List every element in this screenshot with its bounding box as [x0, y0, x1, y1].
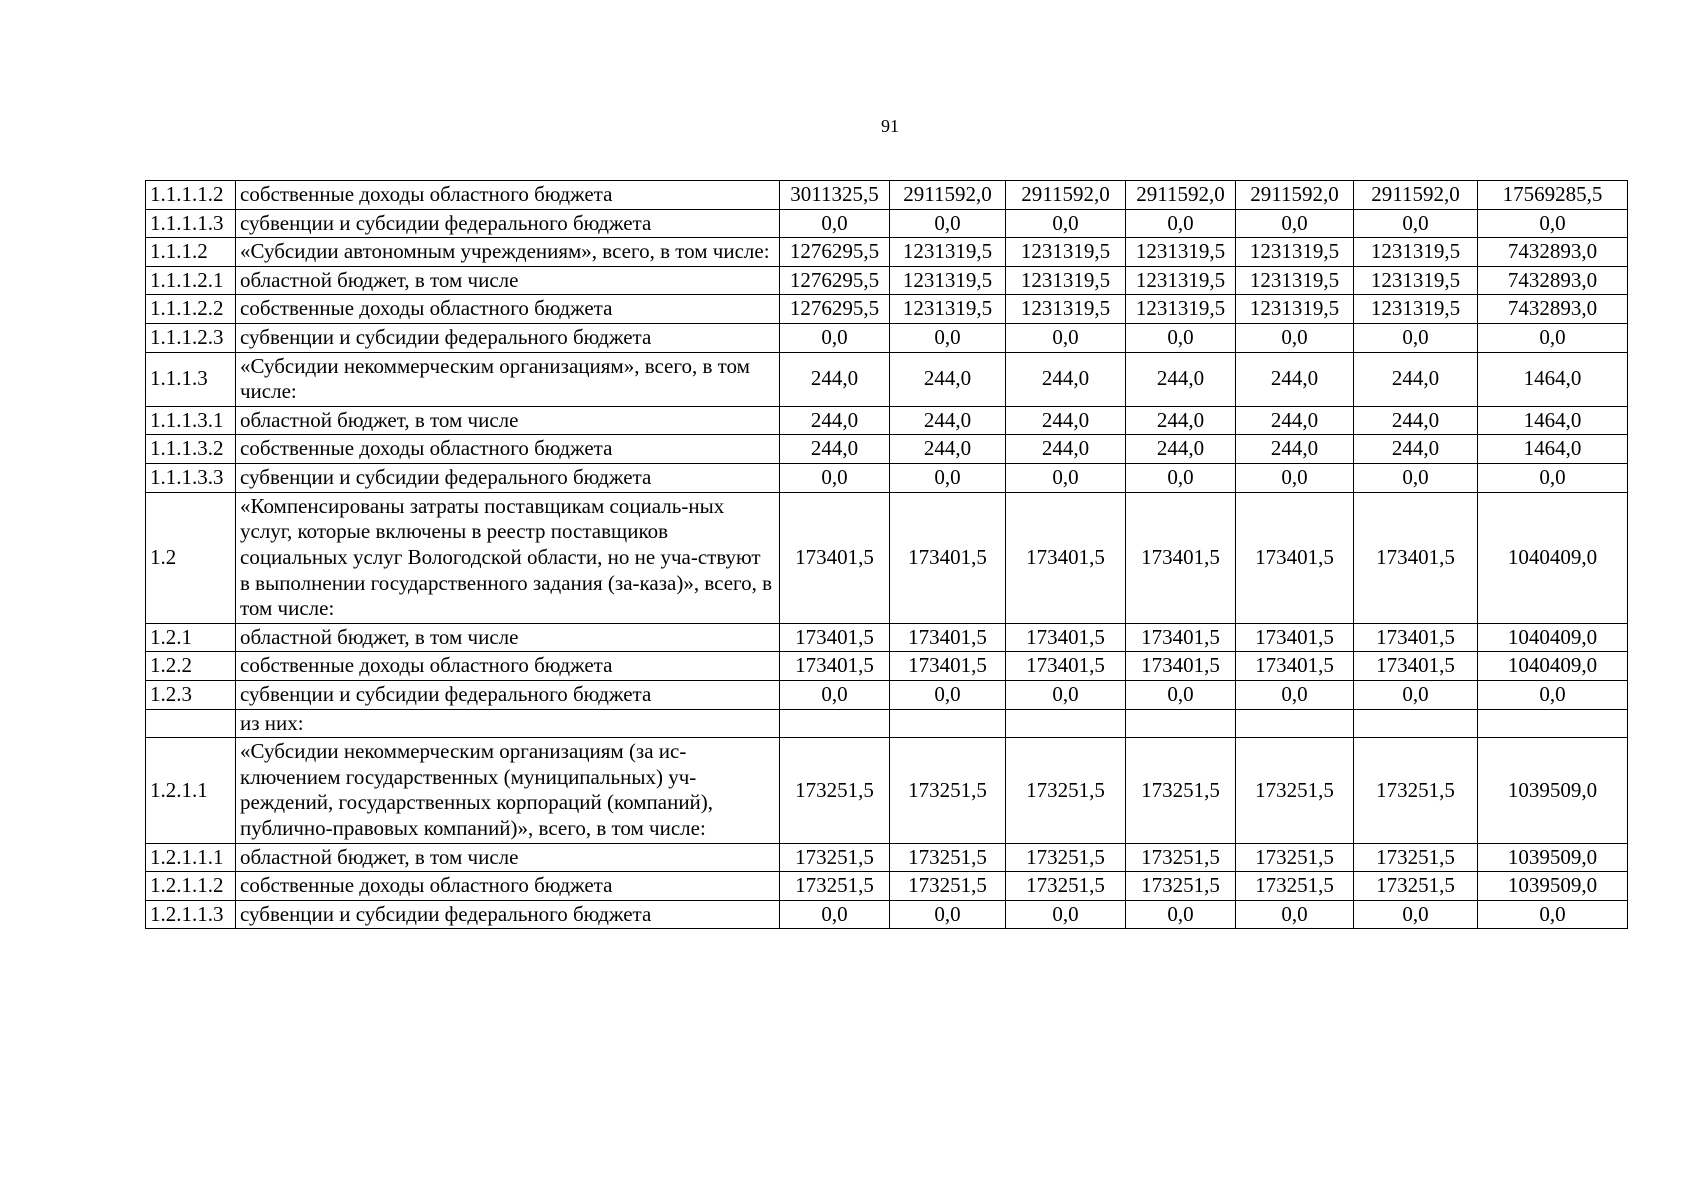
row-year-value: 173401,5 — [1354, 652, 1478, 681]
row-description: областной бюджет, в том числе — [236, 406, 780, 435]
row-year-value: 173251,5 — [1236, 872, 1354, 901]
row-year-value: 0,0 — [780, 680, 890, 709]
table-row — [146, 492, 1628, 623]
row-year-value: 0,0 — [1354, 324, 1478, 353]
row-year-value: 1231319,5 — [890, 238, 1006, 267]
row-total-value: 7432893,0 — [1478, 238, 1628, 267]
row-year-value: 244,0 — [1236, 352, 1354, 406]
row-description: областной бюджет, в том числе — [236, 843, 780, 872]
row-year-value: 244,0 — [890, 406, 1006, 435]
row-year-value — [890, 709, 1006, 738]
row-year-value: 2911592,0 — [1006, 181, 1126, 210]
row-total-value: 7432893,0 — [1478, 295, 1628, 324]
row-year-value: 173251,5 — [1006, 738, 1126, 843]
row-year-value: 244,0 — [1354, 406, 1478, 435]
row-year-value: 0,0 — [1354, 900, 1478, 929]
row-year-value: 0,0 — [890, 680, 1006, 709]
row-description: «Субсидии автономным учреждениям», всего, в том числе: — [236, 238, 780, 267]
row-year-value: 173401,5 — [1354, 623, 1478, 652]
row-year-value: 0,0 — [1126, 680, 1236, 709]
row-year-value: 0,0 — [1006, 680, 1126, 709]
row-year-value: 244,0 — [1126, 435, 1236, 464]
row-code: 1.1.1.3.3 — [146, 464, 236, 493]
row-total-value: 17569285,5 — [1478, 181, 1628, 210]
table-row — [146, 209, 1628, 238]
table-row — [146, 238, 1628, 267]
row-year-value: 1231319,5 — [1126, 266, 1236, 295]
row-year-value: 0,0 — [890, 209, 1006, 238]
row-code: 1.1.1.3 — [146, 352, 236, 406]
row-year-value — [1126, 709, 1236, 738]
row-year-value: 0,0 — [1126, 900, 1236, 929]
row-year-value: 1231319,5 — [1006, 266, 1126, 295]
row-year-value: 244,0 — [780, 352, 890, 406]
row-description: собственные доходы областного бюджета — [236, 652, 780, 681]
row-year-value: 0,0 — [1236, 209, 1354, 238]
row-total-value: 7432893,0 — [1478, 266, 1628, 295]
row-year-value: 1276295,5 — [780, 266, 890, 295]
row-total-value: 1464,0 — [1478, 435, 1628, 464]
row-year-value: 244,0 — [1006, 435, 1126, 464]
row-year-value: 173401,5 — [1236, 623, 1354, 652]
row-year-value: 244,0 — [890, 352, 1006, 406]
row-year-value: 173401,5 — [1236, 492, 1354, 623]
row-year-value: 244,0 — [1006, 352, 1126, 406]
table-row — [146, 435, 1628, 464]
table-row — [146, 464, 1628, 493]
row-year-value: 173251,5 — [1006, 843, 1126, 872]
row-description: областной бюджет, в том числе — [236, 623, 780, 652]
row-year-value: 1276295,5 — [780, 295, 890, 324]
row-total-value: 1464,0 — [1478, 406, 1628, 435]
row-year-value: 0,0 — [1006, 900, 1126, 929]
row-year-value: 173251,5 — [1354, 738, 1478, 843]
row-year-value: 1231319,5 — [890, 266, 1006, 295]
row-year-value: 173401,5 — [1236, 652, 1354, 681]
row-code: 1.1.1.1.2 — [146, 181, 236, 210]
row-year-value: 244,0 — [1236, 435, 1354, 464]
row-year-value: 2911592,0 — [1236, 181, 1354, 210]
row-year-value: 244,0 — [1006, 406, 1126, 435]
table-row — [146, 324, 1628, 353]
row-year-value: 0,0 — [1006, 464, 1126, 493]
row-year-value: 244,0 — [780, 406, 890, 435]
row-year-value: 1231319,5 — [1126, 238, 1236, 267]
row-total-value: 1040409,0 — [1478, 492, 1628, 623]
row-year-value: 173401,5 — [1126, 652, 1236, 681]
row-year-value: 173251,5 — [890, 738, 1006, 843]
row-description: «Субсидии некоммерческим организациям», всего, в том числе: — [236, 352, 780, 406]
table-row — [146, 295, 1628, 324]
row-total-value: 1464,0 — [1478, 352, 1628, 406]
row-year-value: 0,0 — [1354, 464, 1478, 493]
table-row — [146, 709, 1628, 738]
table-row — [146, 623, 1628, 652]
row-year-value: 0,0 — [1236, 900, 1354, 929]
row-year-value: 173251,5 — [780, 738, 890, 843]
row-year-value: 173401,5 — [1126, 492, 1236, 623]
row-year-value: 1231319,5 — [1236, 238, 1354, 267]
row-year-value: 0,0 — [1236, 324, 1354, 353]
row-year-value: 173251,5 — [1126, 843, 1236, 872]
row-year-value: 1231319,5 — [1006, 295, 1126, 324]
row-description: «Субсидии некоммерческим организациям (за ис-ключением государственных (муниципальных) уч-реждений, государственных корпораций (компаний), публично-правовых компаний)», всего, в том числе: — [236, 738, 780, 843]
row-year-value: 2911592,0 — [1354, 181, 1478, 210]
row-total-value: 0,0 — [1478, 324, 1628, 353]
row-year-value: 0,0 — [890, 900, 1006, 929]
row-description: собственные доходы областного бюджета — [236, 435, 780, 464]
table-row — [146, 680, 1628, 709]
table-row — [146, 900, 1628, 929]
row-year-value — [1006, 709, 1126, 738]
row-year-value: 173401,5 — [1126, 623, 1236, 652]
row-year-value: 173251,5 — [1354, 872, 1478, 901]
row-code — [146, 709, 236, 738]
row-code: 1.2 — [146, 492, 236, 623]
row-year-value: 244,0 — [890, 435, 1006, 464]
row-year-value: 1231319,5 — [1354, 266, 1478, 295]
row-year-value: 244,0 — [1354, 352, 1478, 406]
row-year-value: 0,0 — [1354, 209, 1478, 238]
row-code: 1.2.1.1.2 — [146, 872, 236, 901]
row-year-value: 173251,5 — [1236, 738, 1354, 843]
row-code: 1.2.1.1 — [146, 738, 236, 843]
row-description: областной бюджет, в том числе — [236, 266, 780, 295]
row-year-value: 244,0 — [780, 435, 890, 464]
row-year-value: 244,0 — [1354, 435, 1478, 464]
row-year-value: 0,0 — [890, 464, 1006, 493]
row-year-value: 244,0 — [1126, 352, 1236, 406]
row-year-value: 1231319,5 — [1354, 295, 1478, 324]
row-year-value: 173251,5 — [1236, 843, 1354, 872]
row-year-value: 0,0 — [1126, 464, 1236, 493]
row-year-value: 1276295,5 — [780, 238, 890, 267]
row-year-value: 0,0 — [1236, 680, 1354, 709]
row-year-value: 173401,5 — [780, 652, 890, 681]
row-year-value: 1231319,5 — [1126, 295, 1236, 324]
row-code: 1.1.1.1.3 — [146, 209, 236, 238]
page-number: 91 — [881, 116, 899, 136]
row-year-value: 173401,5 — [1354, 492, 1478, 623]
row-year-value — [1354, 709, 1478, 738]
row-total-value: 1040409,0 — [1478, 623, 1628, 652]
row-description: собственные доходы областного бюджета — [236, 872, 780, 901]
row-code: 1.2.1.1.3 — [146, 900, 236, 929]
row-code: 1.1.1.3.2 — [146, 435, 236, 464]
row-year-value: 173401,5 — [1006, 623, 1126, 652]
row-total-value: 1039509,0 — [1478, 872, 1628, 901]
table-row — [146, 352, 1628, 406]
row-year-value: 0,0 — [780, 464, 890, 493]
row-year-value: 173401,5 — [1006, 492, 1126, 623]
row-year-value: 0,0 — [890, 324, 1006, 353]
row-year-value: 0,0 — [780, 900, 890, 929]
row-year-value: 173251,5 — [890, 872, 1006, 901]
row-total-value: 0,0 — [1478, 680, 1628, 709]
row-description: субвенции и субсидии федерального бюджета — [236, 900, 780, 929]
row-year-value: 0,0 — [1236, 464, 1354, 493]
row-year-value: 1231319,5 — [1354, 238, 1478, 267]
row-total-value: 0,0 — [1478, 209, 1628, 238]
row-total-value: 1040409,0 — [1478, 652, 1628, 681]
row-year-value: 244,0 — [1236, 406, 1354, 435]
row-year-value: 173401,5 — [780, 492, 890, 623]
row-year-value: 0,0 — [1006, 209, 1126, 238]
row-code: 1.1.1.2.1 — [146, 266, 236, 295]
row-year-value — [1236, 709, 1354, 738]
row-description: собственные доходы областного бюджета — [236, 181, 780, 210]
row-year-value: 173251,5 — [1126, 872, 1236, 901]
row-code: 1.1.1.3.1 — [146, 406, 236, 435]
table-row — [146, 181, 1628, 210]
row-total-value: 1039509,0 — [1478, 738, 1628, 843]
row-year-value: 1231319,5 — [1006, 238, 1126, 267]
row-code: 1.1.1.2 — [146, 238, 236, 267]
row-description: собственные доходы областного бюджета — [236, 295, 780, 324]
row-year-value: 2911592,0 — [890, 181, 1006, 210]
row-description: из них: — [236, 709, 780, 738]
row-description: субвенции и субсидии федерального бюджета — [236, 464, 780, 493]
row-description: субвенции и субсидии федерального бюджета — [236, 680, 780, 709]
table-row — [146, 266, 1628, 295]
row-code: 1.1.1.2.3 — [146, 324, 236, 353]
row-year-value: 173251,5 — [780, 872, 890, 901]
row-description: «Компенсированы затраты поставщикам социаль-ных услуг, которые включены в реестр поставщиков социальных услуг Вологодской области, но не уча-ствуют в выполнении государственного задания (за-каза)», всего, в том числе: — [236, 492, 780, 623]
table-row — [146, 652, 1628, 681]
row-total-value: 1039509,0 — [1478, 843, 1628, 872]
row-year-value: 0,0 — [1006, 324, 1126, 353]
table-body — [146, 181, 1628, 929]
table-row — [146, 738, 1628, 843]
row-year-value: 3011325,5 — [780, 181, 890, 210]
row-year-value: 0,0 — [1126, 209, 1236, 238]
row-total-value: 0,0 — [1478, 900, 1628, 929]
table-row — [146, 843, 1628, 872]
row-year-value: 173401,5 — [890, 652, 1006, 681]
budget-table — [145, 180, 1628, 929]
row-year-value: 173401,5 — [780, 623, 890, 652]
row-year-value: 2911592,0 — [1126, 181, 1236, 210]
row-total-value — [1478, 709, 1628, 738]
row-year-value: 173401,5 — [890, 492, 1006, 623]
row-code: 1.1.1.2.2 — [146, 295, 236, 324]
row-year-value: 0,0 — [1126, 324, 1236, 353]
row-year-value: 1231319,5 — [1236, 295, 1354, 324]
row-year-value: 173251,5 — [780, 843, 890, 872]
row-year-value: 0,0 — [780, 324, 890, 353]
row-year-value: 244,0 — [1126, 406, 1236, 435]
table-row — [146, 406, 1628, 435]
row-year-value: 1231319,5 — [1236, 266, 1354, 295]
table-row — [146, 872, 1628, 901]
row-year-value — [780, 709, 890, 738]
row-year-value: 173401,5 — [890, 623, 1006, 652]
row-year-value: 173251,5 — [1126, 738, 1236, 843]
row-year-value: 0,0 — [1354, 680, 1478, 709]
row-year-value: 0,0 — [780, 209, 890, 238]
row-total-value: 0,0 — [1478, 464, 1628, 493]
row-year-value: 1231319,5 — [890, 295, 1006, 324]
row-description: субвенции и субсидии федерального бюджета — [236, 324, 780, 353]
row-code: 1.2.1 — [146, 623, 236, 652]
row-code: 1.2.3 — [146, 680, 236, 709]
row-code: 1.2.1.1.1 — [146, 843, 236, 872]
row-year-value: 173251,5 — [890, 843, 1006, 872]
row-year-value: 173251,5 — [1006, 872, 1126, 901]
row-year-value: 173401,5 — [1006, 652, 1126, 681]
row-description: субвенции и субсидии федерального бюджета — [236, 209, 780, 238]
row-year-value: 173251,5 — [1354, 843, 1478, 872]
row-code: 1.2.2 — [146, 652, 236, 681]
